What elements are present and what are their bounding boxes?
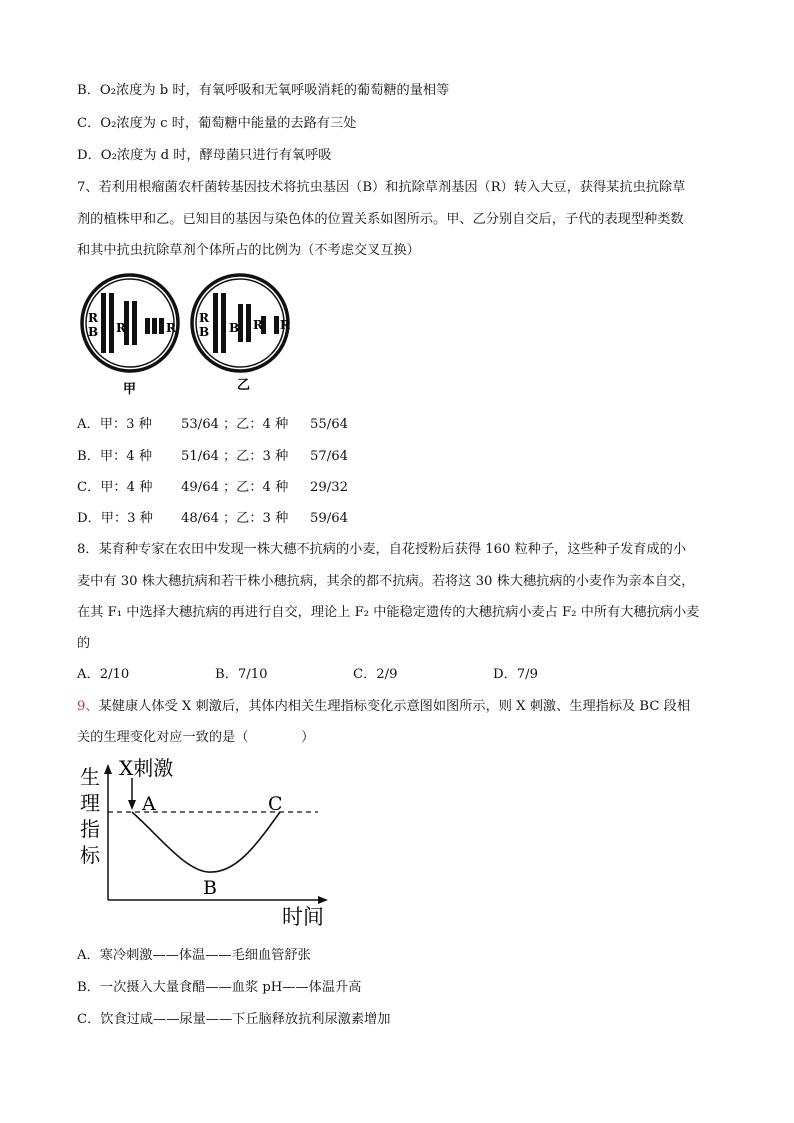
q6-option-b: B．O₂浓度为 b 时，有氧呼吸和无氧呼吸消耗的葡萄糖的量相等 xyxy=(77,83,450,98)
y-label-char: 标 xyxy=(80,843,100,867)
chromosome-bar xyxy=(101,293,106,353)
point-c-label: C xyxy=(268,793,283,815)
q8-option-c: C．2/9 xyxy=(353,667,398,682)
chromosome-bar xyxy=(109,293,114,353)
y-axis-arrow xyxy=(104,764,112,774)
q8-option-b: B．7/10 xyxy=(215,667,268,682)
q8-option-d: D．7/9 xyxy=(493,667,538,682)
q9-option-c: C．饮食过咸——尿量——下丘脑释放抗利尿激素增加 xyxy=(77,1012,391,1027)
gene-label-r: R xyxy=(166,321,176,335)
cell-jia-label: 甲 xyxy=(123,382,137,397)
stimulus-arrowhead xyxy=(128,800,136,810)
q7-stem-line-2: 剂的植株甲和乙。已知目的基因与染色体的位置关系如图所示。甲、乙分别自交后，子代的表现型种类数 xyxy=(77,212,684,227)
q7-chromosome-figure xyxy=(78,272,318,400)
stimulus-label: X刺激 xyxy=(119,756,174,780)
chromosome-bar xyxy=(213,293,218,353)
q9-option-a: A．寒冷刺激——体温——毛细血管舒张 xyxy=(77,948,311,963)
gene-label-b: B xyxy=(229,321,240,335)
q8-option-a: A．2/10 xyxy=(77,667,130,682)
gene-label-r: R xyxy=(280,318,290,332)
y-label-char: 生 xyxy=(80,765,100,789)
q9-number: 9、 xyxy=(77,699,99,714)
q8-options xyxy=(77,666,538,684)
chromosome-bar xyxy=(132,301,137,345)
q8-stem-line-3: 在其 F₁ 中选择大穗抗病的再进行自交，理论上 F₂ 中能稳定遗传的大穗抗病小麦占 F₂ 中所有大穗抗病小麦 xyxy=(77,605,700,620)
x-axis-arrow xyxy=(318,896,328,904)
q6-option-c: C．O₂浓度为 c 时，葡萄糖中能量的去路有三处 xyxy=(77,116,357,131)
q7-option-b: B．甲：4 种 51/64 ；乙：3 种 57/64 xyxy=(77,449,349,464)
chromosome-bar xyxy=(145,318,150,334)
chromosome-bar xyxy=(246,304,251,342)
gene-label-r: R xyxy=(116,321,126,335)
q8-stem-line-4: 的 xyxy=(77,636,91,651)
gene-label-r: R xyxy=(253,318,263,332)
gene-label-r: R xyxy=(88,311,98,325)
x-axis-label: 时间 xyxy=(282,905,324,929)
point-a-label: A xyxy=(142,793,156,815)
cell-yi xyxy=(192,275,291,371)
y-label-char: 指 xyxy=(80,817,100,841)
q8-stem-line-1: 8．某育种专家在农田中发现一株大穗不抗病的小麦，自花授粉后获得 160 粒种子，这些种子发育成的小 xyxy=(77,542,687,557)
q6-option-d: D．O₂浓度为 d 时，酵母菌只进行有氧呼吸 xyxy=(77,148,332,163)
chromosome-bar xyxy=(274,316,279,334)
q7-stem-line-1: 7、若利用根瘤菌农杆菌转基因技术将抗虫基因（B）和抗除草剂基因（R）转入大豆，获得某抗虫抗除草 xyxy=(77,180,686,195)
gene-label-r: R xyxy=(199,311,209,325)
q9-stem-line-2: 关的生理变化对应一致的是（ ） xyxy=(77,730,315,745)
point-b-label: B xyxy=(203,877,217,899)
q9-physiology-graph xyxy=(70,752,340,932)
cell-jia xyxy=(82,275,178,371)
chromosome-bar xyxy=(159,318,164,334)
y-label-char: 理 xyxy=(80,791,100,815)
q7-option-a: A．甲：3 种 53/64 ；乙：4 种 55/64 xyxy=(77,417,349,432)
chromosome-bar xyxy=(152,318,157,334)
gene-label-b: B xyxy=(199,325,210,339)
gene-label-b: B xyxy=(88,325,99,339)
q8-stem-line-2: 麦中有 30 株大穗抗病和若干株小穗抗病，其余的都不抗病。若将这 30 株大穗抗病的小麦作为亲本自交， xyxy=(77,574,695,589)
q9-option-b: B．一次摄入大量食醋——血浆 pH——体温升高 xyxy=(77,980,362,995)
q7-stem-line-3: 和其中抗虫抗除草剂个体所占的比例为（不考虑交叉互换） xyxy=(77,243,420,258)
indicator-curve xyxy=(132,812,280,872)
cell-yi-label: 乙 xyxy=(237,378,251,393)
chromosome-bar xyxy=(221,293,226,353)
q7-option-d: D．甲：3 种 48/64 ；乙：3 种 59/64 xyxy=(77,511,349,526)
q7-option-c: C．甲：4 种 49/64 ；乙：4 种 29/32 xyxy=(77,480,349,495)
q9-stem-line-1: 9、某健康人体受 X 刺激后，其体内相关生理指标变化示意图如图所示，则 X 刺激、生理指标及 BC 段相 xyxy=(77,699,691,714)
